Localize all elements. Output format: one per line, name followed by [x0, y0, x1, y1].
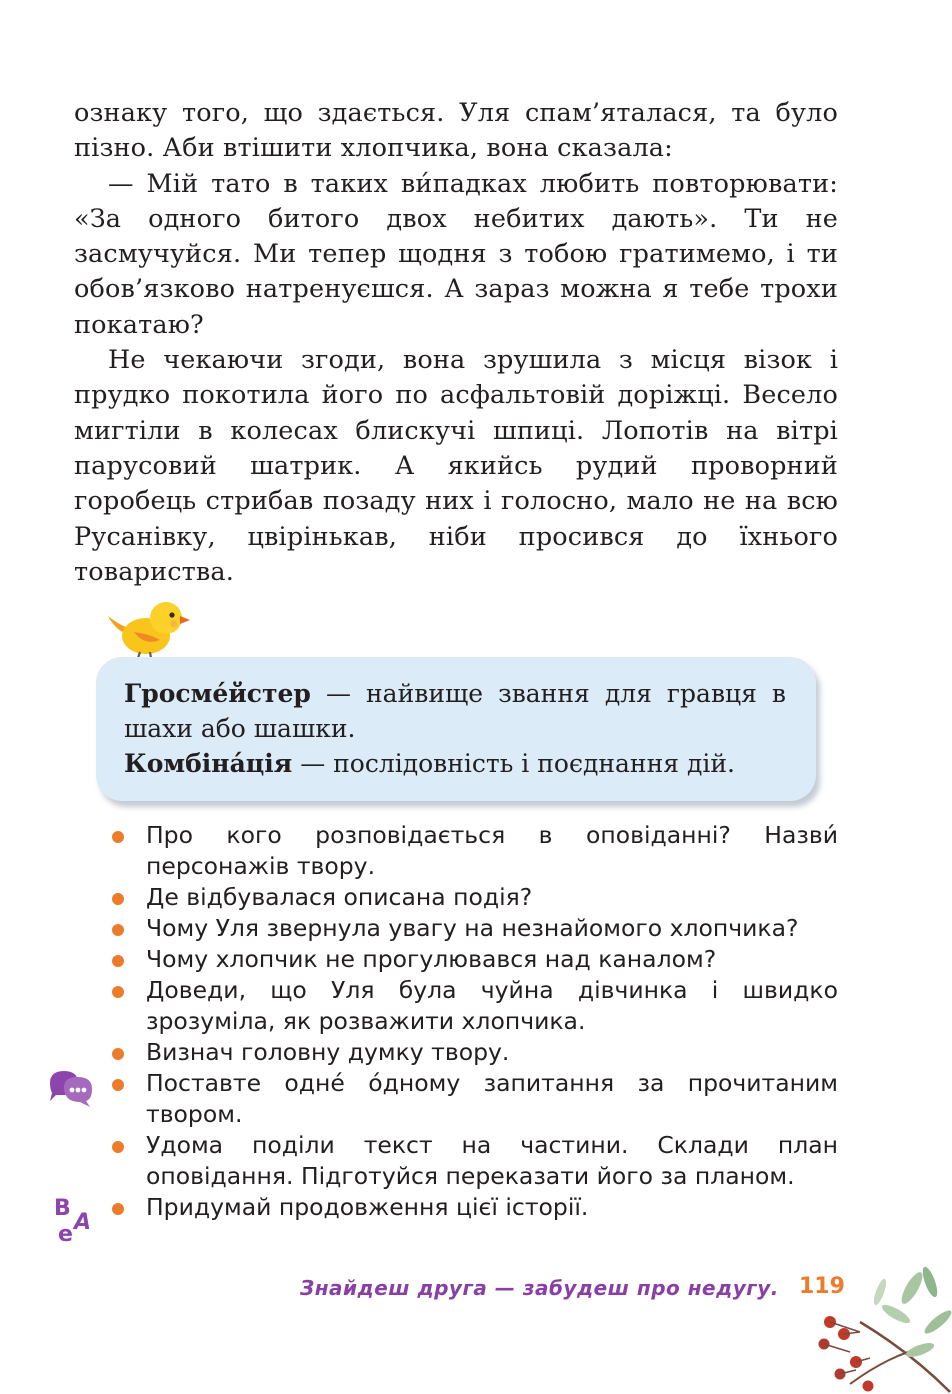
question-text: Визнач головну думку твору. [146, 1038, 510, 1066]
glossary-term: Комбіна́ція [124, 749, 293, 778]
question-item [110, 1192, 838, 1223]
question-list [110, 820, 838, 1223]
question-item [110, 1130, 838, 1192]
question-item [110, 1068, 838, 1130]
question-item [110, 975, 838, 1037]
question-text: Про кого розповідається в оповіданні? Назви́ персонажів твору. [146, 821, 838, 880]
story-paragraph: — Мій тато в таких ви́падках любить повторювати: «За одного битого двох небитих дають». Ти не засмучуйся. Ми тепер щодня з тобою гратимемо, і ти обов’язково натренуєшся. А зараз можна я тебе трохи покатаю? [74, 168, 838, 340]
question-text: Чому Уля звернула увагу на незнайомого хлопчика? [146, 914, 799, 942]
page-number: 119 [799, 1274, 845, 1299]
bullet-icon [112, 1048, 124, 1060]
bullet-icon [112, 986, 124, 998]
story-text [74, 96, 838, 590]
question-item [110, 820, 838, 882]
question-text: Придумай продовження цієї історії. [146, 1193, 589, 1221]
question-item [110, 913, 838, 944]
bullet-icon [112, 1141, 124, 1153]
glossary-entry [124, 676, 786, 746]
glossary-definition: — послідовність і поєднання дій. [292, 749, 735, 778]
letter-e: е [58, 1222, 73, 1247]
letter-v: В [54, 1196, 71, 1221]
story-paragraph: ознаку того, що здається. Уля спам’яталася, та було пізно. Аби втішити хлопчика, вона сказала: [74, 98, 838, 164]
bullet-icon [112, 831, 124, 843]
story-paragraph: Не чекаючи згоди, вона зрушила з місця візок і прудко покотила його по асфальтовій доріжці. Весело мигтіли в колесах блискучі шпиці. Лопотів на вітрі парусовий шатрик. А якийсь рудий проворний горобець стрибав позаду них і голосно, мало не на всю Русанівку, цвірінькав, ніби просився до їхнього товариства. [74, 345, 838, 587]
footer-motto: Знайдеш друга — забудеш про недугу. [300, 1276, 779, 1300]
question-item [110, 944, 838, 975]
berry-branch-icon [800, 1262, 952, 1394]
speech-bubbles-icon [46, 1067, 96, 1107]
question-text: Де відбувалася описана подія? [146, 883, 533, 911]
question-text: Удома поділи текст на частини. Склади план оповідання. Підготуйся переказати його за планом. [146, 1131, 838, 1190]
glossary-entry [124, 746, 786, 781]
glossary [124, 676, 786, 781]
question-text: Доведи, що Уля була чуйна дівчинка і швидко зрозуміла, як розважити хлопчика. [146, 976, 838, 1035]
glossary-definition: — найвище звання для гравця в шахи або шашки. [124, 679, 786, 743]
question-item [110, 1037, 838, 1068]
question-item [110, 882, 838, 913]
vea-letters-icon [50, 1193, 98, 1247]
glossary-term: Гросме́йстер [124, 679, 311, 708]
bullet-icon [112, 955, 124, 967]
letter-a: А [74, 1210, 92, 1235]
bullet-icon [112, 924, 124, 936]
bullet-icon [112, 893, 124, 905]
bullet-icon [112, 1203, 124, 1215]
question-text: Чому хлопчик не прогулювався над каналом? [146, 945, 717, 973]
bullet-icon [112, 1079, 124, 1091]
question-text: Поставте одне́ о́дному запитання за прочитаним твором. [146, 1069, 838, 1128]
